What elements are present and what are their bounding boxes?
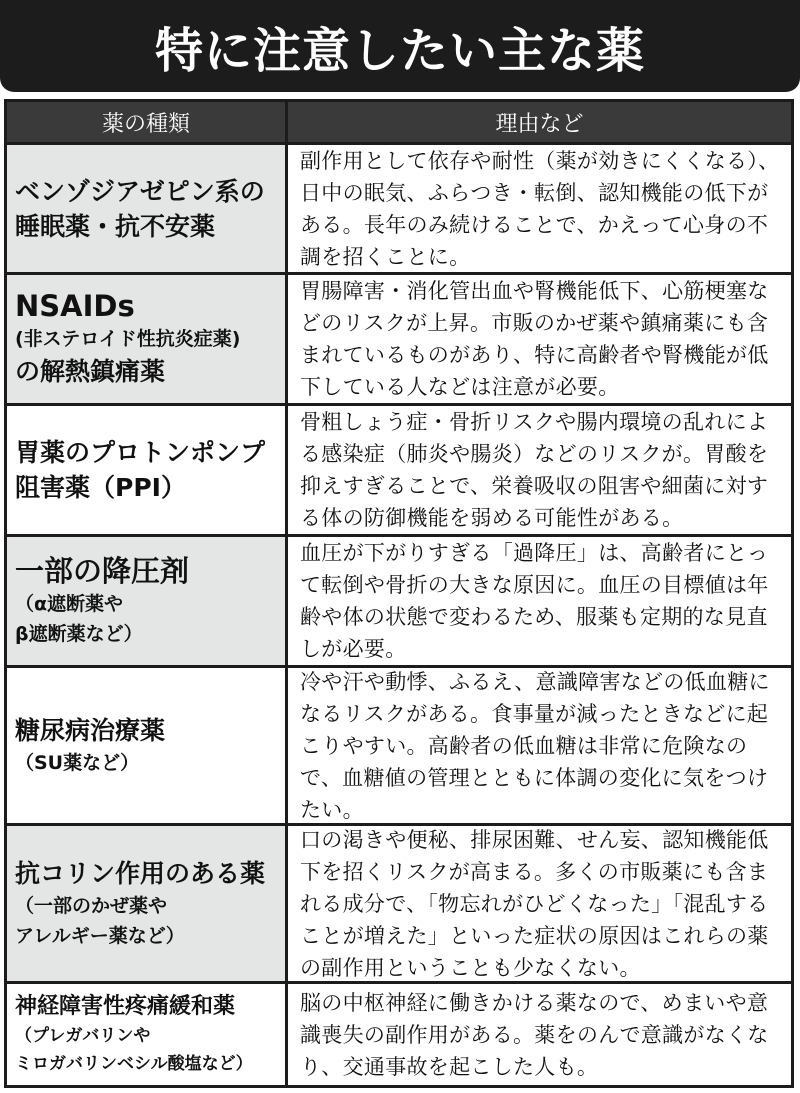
- drug-name-cell: [7, 537, 288, 665]
- table-row: [7, 534, 791, 665]
- table-row: [7, 665, 791, 823]
- table-row: [7, 403, 791, 534]
- drug-name: の解熱鎮痛薬: [15, 357, 166, 386]
- reason-cell: 口の渇きや便秘、排尿困難、せん妄、認知機能低下を招くリスクが高まる。多くの市販薬にも含まれる成分で、「物忘れがひどくなった」「混乱することが増えた」といった症状の原因はこれらの薬の副作用ということも少なくない。: [288, 826, 791, 981]
- drug-name: 糖尿病治療薬: [15, 716, 166, 745]
- reason-cell: 胃腸障害・消化管出血や腎機能低下、心筋梗塞などのリスクが上昇。市販のかぜ薬や鎮痛薬にも含まれているものがあり、特に高齢者や腎機能が低下している人などは注意が必要。: [288, 275, 791, 403]
- drug-name-cell: [7, 275, 288, 403]
- table-header: [7, 102, 791, 142]
- drug-subname: （プレガバリンや: [15, 1025, 151, 1046]
- medicine-table: [4, 99, 794, 1088]
- drug-name: 抗コリン作用のある薬: [15, 859, 266, 888]
- drug-subname: （一部のかぜ薬や: [15, 895, 168, 917]
- page-title: 特に注意したい主な薬: [154, 22, 645, 79]
- table-row: [7, 272, 791, 403]
- drug-name-cell: [7, 826, 288, 981]
- drug-subname: ミロガバリンベシル酸塩など）: [15, 1053, 253, 1074]
- drug-name: 睡眠薬・抗不安薬: [15, 211, 216, 241]
- drug-name-cell: [7, 145, 288, 272]
- drug-name: 胃薬のプロトンポンプ: [15, 438, 266, 467]
- reason-cell: 副作用として依存や耐性（薬が効きにくくなる）、日中の眠気、ふらつき・転倒、認知機能の低下がある。長年のみ続けることで、かえって心身の不調を招くことに。: [288, 145, 791, 272]
- table-row: [7, 981, 791, 1085]
- reason-cell: 血圧が下がりすぎる「過降圧」は、高齢者にとって転倒や骨折の大きな原因に。血圧の目標値は年齢や体の状態で変わるため、服薬も定期的な見直しが必要。: [288, 537, 791, 665]
- header-drug-type: 薬の種類: [7, 102, 288, 142]
- drug-subname: β遮断薬など）: [15, 622, 143, 645]
- drug-name-cell: [7, 668, 288, 823]
- reason-cell: 冷や汗や動悸、ふるえ、意識障害などの低血糖になるリスクがある。食事量が減ったときなどに起こりやすい。高齢者の低血糖は非常に危険なので、血糖値の管理とともに体調の変化に気をつけたい。: [288, 668, 791, 823]
- drug-subname: (非ステロイド性抗炎症薬): [15, 328, 241, 350]
- header-reason: 理由など: [495, 111, 584, 137]
- title-banner: [0, 0, 800, 92]
- drug-subname: アレルギー薬など）: [15, 925, 185, 947]
- reason-cell: 脳の中枢神経に働きかける薬なので、めまいや意識喪失の副作用がある。薬をのんで意識がなくなり、交通事故を起こした人も。: [288, 984, 791, 1085]
- drug-name: ベンゾジアゼピン系の: [15, 176, 265, 206]
- table-row: [7, 142, 791, 272]
- drug-subname: （α遮断薬や: [15, 592, 124, 615]
- drug-name: 一部の降圧剤: [15, 553, 190, 588]
- drug-name: 阻害薬（PPI）: [15, 473, 186, 502]
- reason-cell: 骨粗しょう症・骨折リスクや腸内環境の乱れによる感染症（肺炎や腸炎）などのリスクが。胃酸を抑えすぎることで、栄養吸収の阻害や細菌に対する体の防御機能を弱める可能性がある。: [288, 406, 791, 534]
- drug-name-cell: [7, 406, 288, 534]
- drug-subname: （SU薬など）: [15, 752, 140, 774]
- drug-name: 神経障害性疼痛緩和薬: [15, 993, 236, 1019]
- drug-name-cell: [7, 984, 288, 1085]
- drug-name: NSAIDs: [15, 289, 135, 323]
- table-row: [7, 823, 791, 981]
